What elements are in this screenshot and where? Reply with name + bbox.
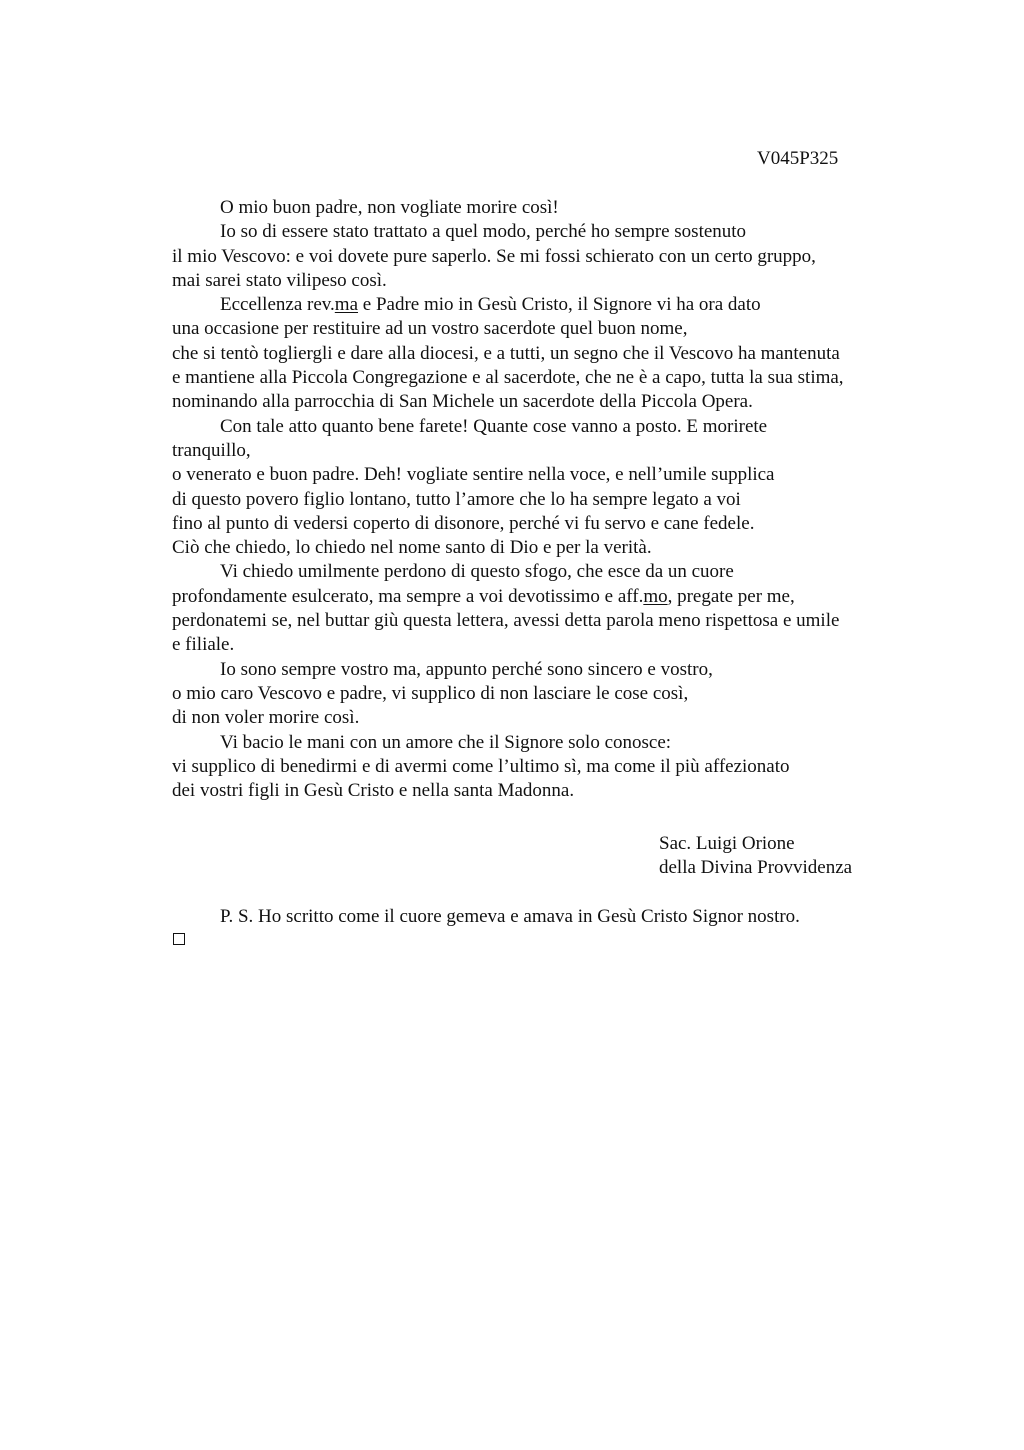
signature-block (659, 832, 852, 881)
letter-line: perdonatemi se, nel buttar giù questa lettera, avessi detta parola meno rispettosa e umile (172, 610, 840, 632)
letter-line: il mio Vescovo: e voi dovete pure saperlo. Se mi fossi schierato con un certo gruppo, (172, 245, 816, 267)
letter-line: o mio caro Vescovo e padre, vi supplico di non lasciare le cose così, (172, 682, 689, 704)
letter-line: nominando alla parrocchia di San Michele un sacerdote della Piccola Opera. (172, 391, 753, 413)
letter-line (172, 293, 912, 317)
letter-line: una occasione per restituire ad un vostro sacerdote quel buon nome, (172, 318, 688, 340)
letter-line: Io sono sempre vostro ma, appunto perché sono sincero e vostro, (220, 658, 713, 680)
letter-line: Io so di essere stato trattato a quel modo, perché ho sempre sostenuto (220, 221, 747, 243)
document-reference: V045P325 (757, 148, 839, 169)
postscript: P. S. Ho scritto come il cuore gemeva e amava in Gesù Cristo Signor nostro. (220, 906, 800, 927)
abbreviation-superscript: mo (643, 585, 668, 607)
letter-line: Ciò che chiedo, lo chiedo nel nome santo di Dio e per la verità. (172, 537, 652, 559)
letter-text: , pregate per me, (667, 585, 795, 607)
letter-text: profondamente esulcerato, ma sempre a voi devotissimo e aff. (172, 585, 644, 607)
letter-line: fino al punto di vedersi coperto di disonore, perché vi fu servo e cane fedele. (172, 512, 755, 534)
letter-line: Con tale atto quanto bene farete! Quante cose vanno a posto. E morirete (220, 415, 768, 437)
letter-line: tranquillo, (172, 439, 251, 461)
letter-body (172, 196, 912, 803)
letter-line: che si tentò togliergli e dare alla diocesi, e a tutti, un segno che il Vescovo ha mantenuta (172, 342, 840, 364)
letter-line: o venerato e buon padre. Deh! vogliate sentire nella voce, e nell’umile supplica (172, 464, 775, 486)
letter-line: O mio buon padre, non vogliate morire così! (220, 197, 559, 218)
letter-line: dei vostri figli in Gesù Cristo e nella santa Madonna. (172, 780, 575, 802)
letter-text: e Padre mio in Gesù Cristo, il Signore vi ha ora dato (358, 294, 761, 316)
letter-line: vi supplico di benedirmi e di avermi come l’ultimo sì, ma come il più affezionato (172, 755, 790, 777)
abbreviation-superscript: ma (334, 294, 359, 316)
checkbox-square-icon (173, 933, 185, 945)
letter-line: Vi bacio le mani con un amore che il Signore solo conosce: (220, 731, 672, 753)
letter-line: e mantiene alla Piccola Congregazione e al sacerdote, che ne è a capo, tutta la sua stima, (172, 367, 844, 389)
letter-line: di questo povero figlio lontano, tutto l’amore che lo ha sempre legato a voi (172, 488, 741, 510)
letter-line (172, 585, 912, 609)
signature-title: della Divina Provvidenza (659, 857, 853, 879)
letter-line: di non voler morire così. (172, 707, 360, 729)
letter-line: mai sarei stato vilipeso così. (172, 269, 387, 291)
signature-name: Sac. Luigi Orione (659, 833, 795, 854)
letter-text: Eccellenza rev. (220, 294, 335, 316)
letter-line: Vi chiedo umilmente perdono di questo sfogo, che esce da un cuore (220, 561, 734, 583)
letter-line: e filiale. (172, 634, 235, 656)
